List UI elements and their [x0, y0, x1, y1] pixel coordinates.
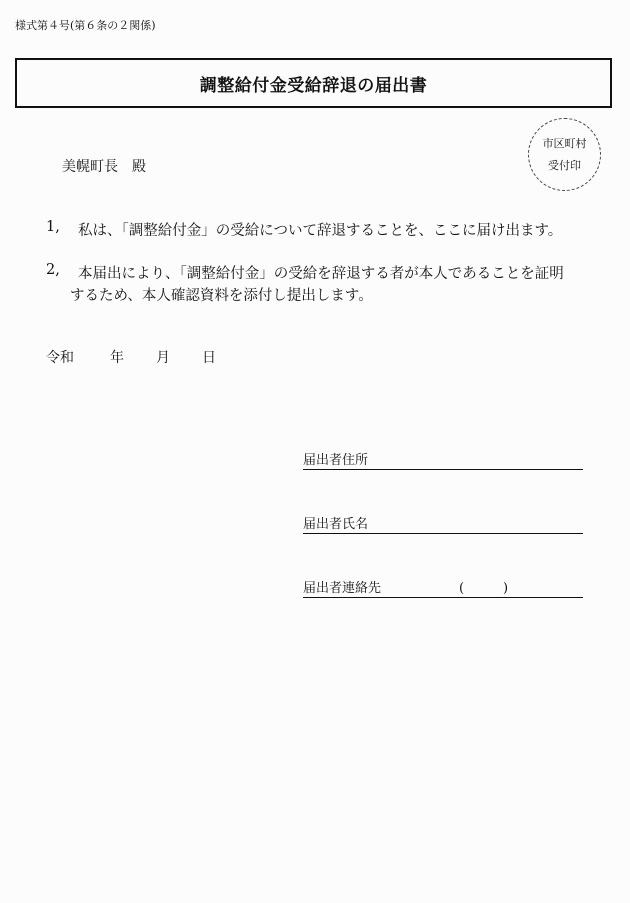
contact-field[interactable]: [303, 580, 583, 598]
date-year: 年: [110, 350, 124, 366]
item-2-text-line-1: 本届出により、「調整給付金」の受給を辞退する者が本人であることを証明: [78, 266, 564, 282]
document-title: 調整給付金受給辞退の届出書: [199, 75, 428, 96]
date-month: 月: [156, 350, 170, 366]
name-field[interactable]: [303, 516, 583, 534]
item-2-number: 2,: [46, 262, 60, 278]
contact-label: 届出者連絡先: [303, 581, 382, 596]
contact-open-paren: (: [459, 581, 465, 596]
date-day: 日: [202, 350, 216, 366]
addressee: 美幌町長 殿: [62, 159, 146, 175]
address-field[interactable]: [303, 452, 583, 470]
form-number: 様式第４号(第６条の２関係): [15, 19, 156, 32]
date-era: 令和: [46, 350, 74, 366]
contact-close-paren: ): [503, 581, 509, 596]
stamp-line-2: 受付印: [548, 158, 581, 172]
item-1-number: 1,: [46, 219, 60, 235]
date-line: [46, 347, 216, 367]
title-box: [15, 58, 612, 108]
item-2-text-line-2: するため、本人確認資料を添付し提出します。: [70, 288, 373, 304]
item-1-text: 私は、「調整給付金」の受給について辞退することを、ここに届け出ます。: [78, 223, 563, 239]
name-label: 届出者氏名: [303, 517, 369, 532]
reception-stamp-area: [528, 118, 601, 191]
address-label: 届出者住所: [303, 453, 369, 468]
stamp-line-1: 市区町村: [542, 136, 587, 150]
